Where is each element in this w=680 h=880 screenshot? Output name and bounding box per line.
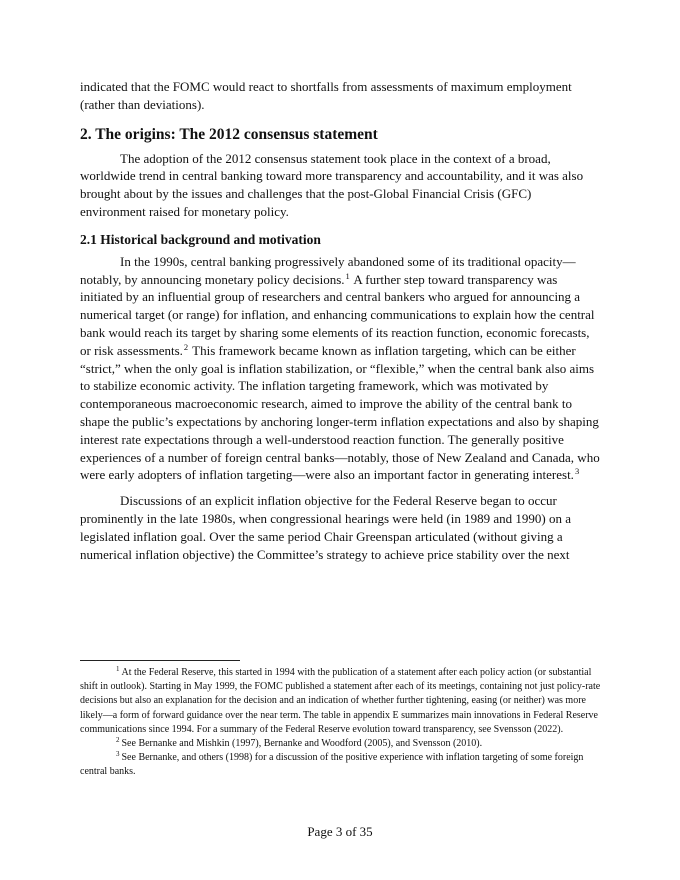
section-2-1-paragraph-2: Discussions of an explicit inflation objective for the Federal Reserve began to occur prominently in the late 1980s, when congressional hearings were held (in 1989 and 1990) on a legislated inflation goal. Over the same period Chair Greenspan articulated (without giving a numerical inflation objective) the Committee’s strategy to achieve price stability over the next <box>80 493 571 562</box>
footnote-text: See Bernanke, and others (1998) for a discussion of the positive experience with inflation targeting of some foreign central banks. <box>80 752 584 778</box>
section-2-paragraph: The adoption of the 2012 consensus statement took place in the context of a broad, worldwide trend in central banking toward more transparency and accountability, and it was also brought about by the issues and challenges that the post-Global Financial Crisis (GFC) environment raised for monetary policy. <box>80 150 584 219</box>
paragraph-text: In the 1990s, central banking progressively abandoned some of its traditional opacity—notably, by announcing monetary policy decisions. <box>80 253 576 287</box>
footnote-number: 1 <box>116 665 120 673</box>
footnote-ref-1[interactable]: 1 <box>345 270 350 281</box>
page-number: Page 3 of 35 <box>307 824 373 839</box>
footnote-ref-2[interactable]: 2 <box>183 341 189 352</box>
intro-paragraph: indicated that the FOMC would react to shortfalls from assessments of maximum employment (rather than deviations). <box>80 79 572 112</box>
section-2-1-paragraph-1 <box>80 253 600 484</box>
paragraph-text: A further step toward transparency was initiated by an influential group of researchers and central bankers who argued for announcing a numerical target (or range) for inflation, and enhancing communications to explain how the central bank would reach its target by sharing some elements of its reaction function, economic forecasts, or risk assessments. <box>80 271 595 358</box>
footnotes <box>80 666 602 780</box>
footnote-3 <box>80 751 602 779</box>
footnote-divider <box>80 660 240 661</box>
section-2-1-heading: 2.1 Historical background and motivation <box>80 231 321 247</box>
footnote-text: At the Federal Reserve, this started in 1994 with the publication of a statement after each policy action (or substantial shift in outlook). Starting in May 1999, the FOMC published a statement after each of its meetings, containing not just policy-rate decisions but also an explanation for the decision and an indication of whether further tightening, easing (or neither) was more likely—a form of forward guidance over the near term. The table in appendix E summarizes main innovations in Federal Reserve communications since 1994. For a summary of the Federal Reserve evolution toward transparency, see Svensson (2022). <box>80 667 601 735</box>
section-2-heading: 2. The origins: The 2012 consensus statement <box>80 125 378 143</box>
footnote-number: 2 <box>116 736 120 745</box>
footnote-number: 3 <box>116 750 120 759</box>
footnote-2 <box>80 737 602 751</box>
footnote-1 <box>80 666 602 737</box>
page-body <box>80 78 600 571</box>
footnote-ref-3[interactable]: 3 <box>574 466 580 477</box>
footnote-text: See Bernanke and Mishkin (1997), Bernanke and Woodford (2005), and Svensson (2010). <box>121 738 483 750</box>
paragraph-text: This framework became known as inflation targeting, which can be either “strict,” when the only goal is inflation stabilization, or “flexible,” when the central bank also aims to stabilize economic activity. The inflation targeting framework, which was motivated by contemporaneous macroeconomic research, aimed to improve the ability of the central bank to shape the public’s expectations by anchoring longer-term inflation expectations and also by shaping interest rate expectations through a well-understood reaction function. The generally positive experiences of a number of foreign central banks—notably, those of New Zealand and Canada, who were early adopters of inflation targeting—were also an important factor in generating interest. <box>80 342 600 483</box>
